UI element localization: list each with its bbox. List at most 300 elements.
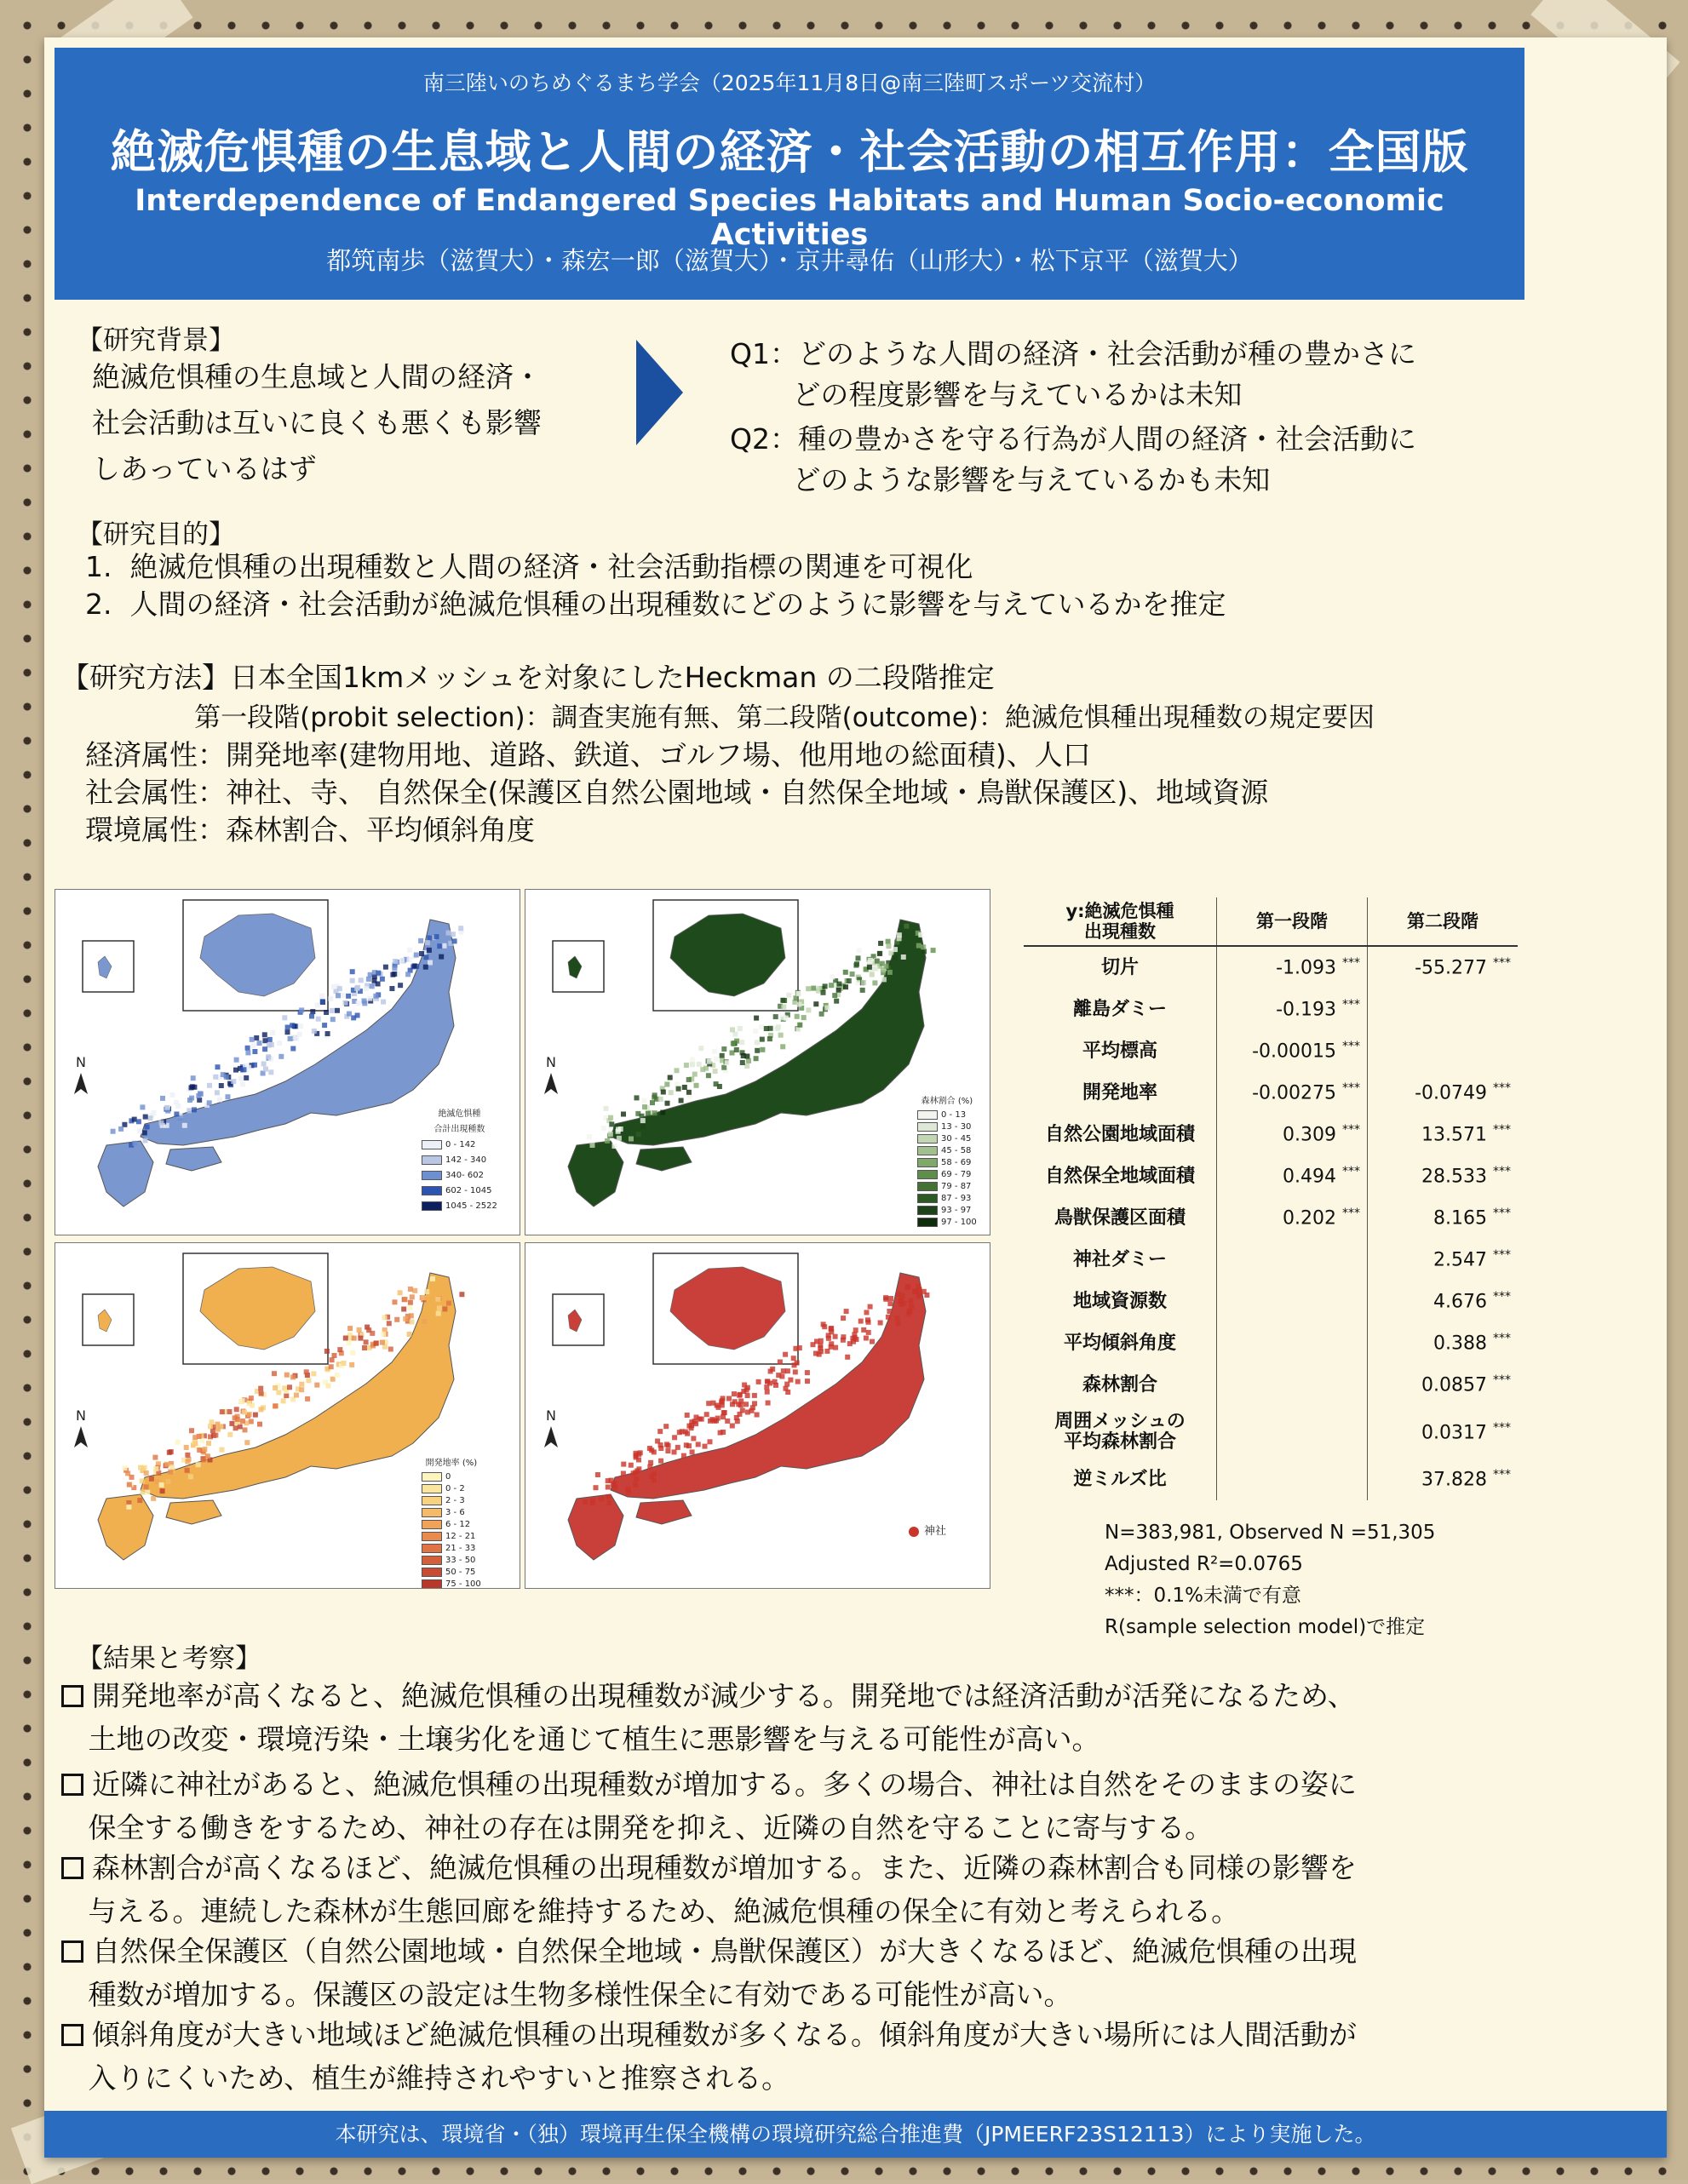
map-cell — [767, 1036, 772, 1041]
map-cell — [642, 1098, 647, 1103]
map-cell — [346, 994, 351, 999]
map-cell — [276, 1390, 281, 1395]
map-cell — [694, 1083, 699, 1088]
map-cell — [730, 1051, 735, 1056]
legend-label: 3 - 6 — [445, 1508, 465, 1517]
stage2-cell-value: -55.277 — [1415, 957, 1487, 979]
legend-label: 142 - 340 — [445, 1155, 487, 1165]
map-cell — [706, 1401, 711, 1406]
map-cell — [629, 1463, 634, 1468]
purpose-item: 1. 絶滅危惧種の出現種数と人間の経済・社会活動指標の関連を可視化 — [85, 550, 973, 583]
map-cell — [141, 1489, 146, 1494]
map-cell — [352, 1336, 357, 1341]
legend-item — [917, 1181, 977, 1193]
stage1-cell-value: -1.093 — [1276, 957, 1336, 979]
map-cell — [864, 1336, 869, 1341]
map-cell — [191, 1075, 196, 1081]
map-cell — [393, 959, 398, 964]
map-cell — [896, 1321, 901, 1326]
shikoku-shape — [166, 1147, 221, 1171]
map-cell — [326, 1384, 331, 1389]
funding-footer: 本研究は、環境省・（独）環境再生保全機構の環境研究総合推進費（JPMEERF23S12113）により実施した。 — [44, 2111, 1667, 2158]
map-cell — [287, 1384, 292, 1390]
north-arrow-icon — [544, 1073, 558, 1094]
map-cell — [366, 977, 371, 982]
map-cell — [309, 1014, 314, 1019]
map-cell — [189, 1096, 194, 1101]
map-cell — [207, 1083, 212, 1088]
map-cell — [906, 1311, 911, 1316]
stage1-cell-value: 0.202 — [1283, 1207, 1336, 1230]
map-cell — [621, 1112, 626, 1117]
map-cell — [669, 1090, 674, 1095]
map-cell — [783, 1352, 788, 1357]
map-cell — [696, 1442, 701, 1447]
map-cell — [262, 1046, 267, 1052]
legend-swatch — [917, 1206, 938, 1215]
map-cell — [140, 1104, 145, 1109]
stage1-cell — [1217, 1239, 1368, 1281]
map-cell — [220, 1409, 225, 1414]
map-cell — [350, 1350, 355, 1356]
map-cell — [604, 1106, 609, 1111]
map-cell — [335, 1373, 340, 1378]
map-cell — [904, 924, 910, 929]
map-cell — [665, 1448, 670, 1453]
map-cell — [781, 1368, 786, 1373]
stage1-cell — [1217, 1155, 1368, 1197]
map-cell — [160, 1096, 165, 1101]
kyushu-shape — [98, 1494, 153, 1560]
map-cell — [853, 1327, 858, 1333]
map-cell — [899, 1293, 904, 1298]
map-cell — [766, 1401, 771, 1406]
map-cell — [381, 1332, 386, 1337]
map-cell — [409, 1313, 414, 1318]
map-cell — [785, 1390, 790, 1395]
map-cell — [187, 1108, 192, 1113]
map-cell — [362, 999, 367, 1004]
map-cell — [294, 1393, 299, 1398]
map-cell — [754, 1016, 759, 1021]
legend-title: 開発地率 (%) — [425, 1459, 478, 1468]
map-cell — [658, 1459, 663, 1464]
map-cell — [207, 1100, 212, 1105]
legend-swatch — [422, 1171, 442, 1180]
map-cell — [337, 986, 342, 991]
map-cell — [677, 1430, 682, 1435]
map-cell — [192, 1435, 198, 1440]
map-cell — [805, 1370, 810, 1375]
map-cell — [221, 1072, 226, 1077]
legend-swatch — [422, 1201, 442, 1211]
map-cell — [714, 1419, 719, 1424]
stage1-cell-value: -0.00015 — [1252, 1040, 1336, 1063]
row-label — [1024, 1030, 1217, 1072]
table-row — [1024, 1072, 1518, 1114]
map-cell — [387, 1321, 392, 1326]
map-cell — [144, 1470, 149, 1476]
map-cell — [407, 948, 412, 953]
map-cell — [640, 1114, 645, 1119]
legend-label: 75 - 100 — [445, 1579, 481, 1589]
map-cell — [775, 1026, 780, 1031]
map-cell — [418, 938, 423, 943]
map-cell — [343, 1000, 348, 1006]
map-cell — [252, 1049, 257, 1054]
map-cell — [631, 1470, 636, 1476]
significance-stars: *** — [1493, 1123, 1511, 1138]
map-cell — [407, 1332, 412, 1337]
results-heading: 【結果と考察】 — [77, 1643, 261, 1674]
map-cell — [878, 1321, 883, 1326]
map-cell — [870, 972, 875, 977]
legend-swatch — [917, 1158, 938, 1167]
stage1-cell — [1217, 1030, 1368, 1072]
map-cell — [684, 1063, 689, 1068]
map-cell — [749, 1408, 755, 1413]
map-cell — [459, 1292, 464, 1297]
legend-label: 0 — [445, 1472, 451, 1482]
map-cell — [744, 1063, 749, 1069]
legend-swatch — [422, 1556, 442, 1565]
table-row — [1024, 1406, 1518, 1459]
map-cell — [185, 1468, 190, 1473]
map-cell — [886, 939, 891, 944]
map-cell — [692, 1072, 698, 1077]
map-cell — [744, 1402, 749, 1407]
stage2-cell — [1368, 1155, 1519, 1197]
map-cell — [298, 1023, 303, 1029]
map-cell — [652, 1095, 657, 1100]
stage2-cell-value: 2.547 — [1433, 1249, 1487, 1271]
legend-item — [917, 1157, 977, 1169]
map-cell — [215, 1064, 221, 1069]
map-cell — [249, 1396, 254, 1401]
map-cell — [861, 980, 866, 985]
row-label — [1024, 1155, 1217, 1197]
checkbox-icon — [61, 1857, 83, 1879]
legend-swatch — [422, 1186, 442, 1195]
map-cell — [259, 1407, 264, 1412]
map-cell — [872, 980, 877, 985]
legend-swatch — [917, 1146, 938, 1155]
map-cell — [897, 936, 902, 941]
legend-swatch — [917, 1182, 938, 1191]
map-cell — [599, 1497, 604, 1502]
map-cell — [605, 1138, 610, 1144]
stage2-cell — [1368, 1364, 1519, 1406]
map-cell — [784, 1382, 789, 1387]
map-cell — [860, 988, 865, 993]
map-cell — [868, 1304, 873, 1310]
map-cell — [424, 1289, 429, 1294]
map-cell — [824, 1006, 830, 1011]
stage2-cell — [1368, 1197, 1519, 1239]
map-cell — [773, 1014, 778, 1019]
stage2-cell — [1368, 989, 1519, 1030]
map-cell — [350, 969, 355, 974]
map-cell — [756, 1379, 761, 1384]
map-cell — [129, 1475, 135, 1480]
map-cell — [267, 1037, 273, 1042]
map-cell — [219, 1083, 224, 1088]
map-cell — [721, 1065, 726, 1070]
map-cell — [793, 1346, 798, 1351]
row-label-value: 森林割合 — [1082, 1373, 1157, 1396]
map-cell — [250, 1037, 255, 1042]
map-cell — [164, 1462, 169, 1467]
map-legend — [422, 1456, 481, 1589]
map-cell — [805, 1379, 810, 1384]
map-cell — [864, 1310, 870, 1315]
legend-swatch — [917, 1194, 938, 1203]
map-cell — [732, 1032, 738, 1037]
map-cell — [703, 1444, 708, 1449]
map-cell — [188, 1474, 193, 1479]
legend-label: 79 - 87 — [941, 1182, 972, 1191]
significance-stars: *** — [1342, 1040, 1360, 1054]
map-cell — [675, 1445, 680, 1450]
map-cell — [737, 1393, 742, 1398]
legend-swatch — [422, 1579, 442, 1589]
map-cell — [720, 1402, 725, 1407]
map-cell — [299, 1007, 304, 1012]
shrine-dot-icon — [909, 1527, 919, 1537]
checkbox-icon — [61, 2024, 83, 2046]
north-label: N — [76, 1407, 86, 1424]
stage1-cell-value: 0.494 — [1283, 1166, 1336, 1188]
map-cell — [601, 1126, 606, 1131]
map-cell — [781, 1005, 786, 1010]
purpose-heading: 【研究目的】 — [77, 519, 235, 550]
map-cell — [823, 983, 828, 989]
map-cell — [739, 1040, 744, 1045]
significance-stars: *** — [1493, 1373, 1511, 1388]
map-cell — [821, 990, 826, 995]
map-cell — [731, 1040, 736, 1046]
map-cell — [866, 1320, 871, 1325]
stage2-cell-value: 13.571 — [1421, 1124, 1487, 1146]
map-cell — [340, 993, 345, 998]
map-cell — [446, 1301, 451, 1306]
map-cell — [712, 1049, 717, 1054]
map-cell — [290, 1023, 295, 1028]
stage1-cell — [1217, 1322, 1368, 1364]
legend-item — [422, 1519, 481, 1531]
map-cell — [122, 1465, 127, 1470]
row-label — [1024, 1114, 1217, 1155]
table-row — [1024, 1030, 1518, 1072]
method-line: 社会属性：神社、寺、 自然保全(保護区自然公園地域・自然保全地域・鳥獣保護区)、地域資源 — [85, 776, 1269, 809]
map-cell — [169, 1449, 174, 1454]
row-label-value: 逆ミルズ比 — [1073, 1468, 1167, 1490]
legend-swatch — [422, 1140, 442, 1149]
map-cell — [359, 977, 364, 983]
north-arrow-icon — [74, 1426, 88, 1447]
legend-item — [917, 1217, 977, 1229]
map-cell — [797, 1023, 802, 1028]
table-row — [1024, 1239, 1518, 1281]
map-cell — [262, 1032, 267, 1037]
map-cell — [642, 1104, 647, 1109]
map-cell — [931, 948, 936, 953]
map-cell — [414, 953, 419, 958]
map-cell — [621, 1471, 626, 1476]
poster-header — [55, 48, 1524, 300]
map-cell — [305, 1396, 310, 1402]
purpose-item: 2. 人間の経済・社会活動が絶滅危惧種の出現種数にどのように影響を与えているかを推定 — [85, 588, 1226, 621]
map-cell — [795, 1014, 800, 1019]
map-cell — [208, 1424, 213, 1429]
table-row — [1024, 1155, 1518, 1197]
map-cell — [355, 985, 360, 990]
row-label — [1024, 1459, 1217, 1500]
map-cell — [407, 1305, 412, 1310]
map-cell — [698, 1046, 703, 1051]
map-cell — [878, 941, 883, 946]
map-cell — [909, 1304, 914, 1309]
legend-item — [917, 1109, 977, 1121]
map-cell — [640, 1124, 646, 1129]
map-cell — [253, 1413, 258, 1418]
map-cell — [888, 1296, 893, 1301]
result-item — [61, 2013, 1357, 2100]
legend-title: 絶滅危惧種 合計出現種数 — [433, 1109, 485, 1134]
map-cell — [164, 1105, 169, 1110]
map-cell — [636, 1132, 641, 1137]
map-cell — [638, 1450, 643, 1455]
legend-item — [422, 1579, 481, 1589]
shikoku-shape — [636, 1500, 692, 1524]
map-cell — [242, 1410, 247, 1415]
title-english: Interdependence of Endangered Species Habitats and Human Socio-economic Activities — [135, 184, 1444, 252]
map-cell — [612, 1144, 617, 1149]
map-cell — [159, 1482, 164, 1488]
map-cell — [168, 1470, 173, 1475]
row-label — [1024, 1322, 1217, 1364]
map-cell — [382, 1315, 388, 1320]
legend-item — [917, 1193, 977, 1205]
background-line: しあっているはず — [92, 452, 317, 485]
map-cell — [257, 1040, 262, 1046]
map-cell — [312, 1029, 317, 1034]
stage2-cell — [1368, 1114, 1519, 1155]
legend-swatch — [422, 1155, 442, 1165]
map-cell — [676, 1086, 681, 1092]
map-cell — [160, 1488, 165, 1493]
map-cell — [285, 1025, 290, 1030]
map-cell — [836, 988, 841, 993]
map-cell — [331, 984, 336, 989]
map-cell — [652, 1110, 657, 1115]
checkbox-icon — [61, 1685, 83, 1707]
map-cell — [297, 1032, 302, 1037]
map-cell — [403, 1316, 408, 1321]
map-cell — [356, 1000, 361, 1006]
map-cell — [755, 1413, 760, 1418]
background-heading: 【研究背景】 — [77, 325, 235, 356]
map-cell — [611, 1482, 616, 1487]
map-cell — [690, 1062, 695, 1067]
map-cell — [634, 1476, 639, 1482]
map-cell — [922, 949, 927, 954]
map-cell — [608, 1132, 613, 1137]
map-cell — [240, 1419, 245, 1424]
map-cell — [428, 960, 433, 966]
map-cell — [126, 1505, 131, 1510]
legend-swatch — [422, 1508, 442, 1517]
method-line: 環境属性：森林割合、平均傾斜角度 — [85, 813, 535, 846]
map-cell — [609, 1121, 614, 1126]
legend-label: 0 - 13 — [941, 1110, 967, 1120]
map-cell — [316, 1017, 321, 1022]
legend-swatch — [422, 1544, 442, 1553]
legend-item — [917, 1133, 977, 1145]
map-cell — [858, 1319, 864, 1324]
significance-stars: *** — [1342, 956, 1360, 971]
table-row — [1024, 1114, 1518, 1155]
map-cell — [343, 1336, 348, 1341]
map-cell — [650, 1100, 655, 1105]
legend-label: 602 - 1045 — [445, 1186, 492, 1195]
north-arrow-icon — [74, 1073, 88, 1094]
map-cell — [118, 1126, 123, 1132]
table-header-y: y:絶滅危惧種 出現種数 — [1024, 897, 1217, 946]
map-cell — [145, 1490, 150, 1495]
map-cell — [740, 1060, 745, 1065]
map-cell — [247, 1412, 252, 1417]
conference-line: 南三陸いのちめぐるまち学会（2025年11月8日@南三陸町スポーツ交流村） — [422, 71, 1157, 95]
row-label-value: 平均標高 — [1082, 1040, 1157, 1062]
map-cell — [158, 1121, 164, 1126]
method-line: 第一段階(probit selection)：調査実施有無、第二段階(outcome)：絶滅危惧種出現種数の規定要因 — [85, 702, 1375, 733]
map-cell — [277, 1040, 282, 1046]
significance-stars: *** — [1493, 1332, 1511, 1346]
map-cell — [285, 1029, 290, 1035]
arrow-right-icon — [636, 340, 683, 445]
map-cell — [772, 1379, 778, 1384]
map-cell — [921, 944, 926, 949]
map-cell — [759, 1024, 764, 1029]
map-cell — [401, 1307, 406, 1312]
map-cell — [439, 954, 444, 960]
row-label-value: 開発地率 — [1082, 1081, 1157, 1103]
map-cell — [355, 1013, 360, 1018]
authors: 都筑南歩（滋賀大）・森宏一郎（滋賀大）・京井尋佑（山形大）・松下京平（滋賀大） — [326, 246, 1253, 275]
map-cell — [263, 1067, 268, 1072]
map-cell — [407, 957, 412, 962]
map-cell — [170, 1092, 175, 1098]
map-cell — [111, 1129, 116, 1134]
map-cell — [861, 1327, 866, 1333]
map-cell — [845, 1355, 850, 1360]
stage2-cell-value: -0.0749 — [1415, 1082, 1487, 1104]
map-cell — [410, 1294, 415, 1299]
table-row — [1024, 946, 1518, 989]
significance-stars: *** — [1342, 1207, 1360, 1221]
map-cell — [412, 963, 417, 968]
map-cell — [422, 1319, 427, 1324]
map-cell — [234, 1058, 239, 1063]
legend-item — [422, 1495, 481, 1507]
map-cell — [606, 1494, 611, 1499]
table-row — [1024, 1197, 1518, 1239]
table-row — [1024, 1322, 1518, 1364]
map-cell — [189, 1428, 194, 1433]
map-cell — [665, 1101, 670, 1106]
map-cell — [330, 1017, 336, 1022]
